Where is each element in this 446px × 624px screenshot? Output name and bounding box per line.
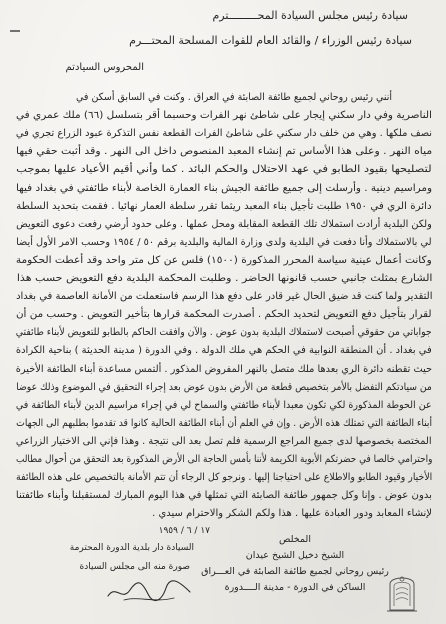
signature-scribble [104,576,194,606]
note-line-1 [58,541,194,556]
body-line-text: ومراسيم دينية . وأرسلت إلى جميع طائفة الجيش بناء العمارة الخاصة لأبناء طائفتي في بغداد فيها [16,182,432,194]
sender-address [200,580,390,595]
body-line [16,505,432,523]
body-line-text: في بغداد . أن المنطقة النوابية في الحكم هي ملك الدولة . وفي الدورة ( مدينة الحديثة ) بناحية الكرادة [16,345,432,357]
body-line [16,252,432,270]
body-line-text: حيث تقطنه دائرة الري بعدها ملك متصل بالنهر المفروض المذكور . ألتمس مساعدة أبناء الطائفة الأخيرة [16,363,432,375]
body-line-text: أبناء الطائفة التي تمتلك هذه الأرض . وإن في العلم أن أبناء الطائفة الحالية كانوا قد تقدموا بطلبهم الى الجهات [16,417,432,429]
body-line-text: دائرة الري في ١٩٥٠ طلبت تأجيل بناء المعبد ريثما تقرر سلطة العمار نهائيا . فقمت بتحديد السلطة [16,200,432,212]
body-line [16,379,432,397]
body-line [16,487,432,505]
seal-emblem-icon [382,570,422,614]
body-line-text: أنني رئيس روحاني لجميع طائفة الصابئة في العراق . وكنت في السابق أسكن في [76,92,392,103]
body-line-text: لي بالاستملاك وأنا دفعت في البلدية ولدى وزارة المالية والبلدية برقم ٥٠ / ١٩٥٤ وحسب الامر الأول أيضا [16,236,432,248]
salutation-line-2-text: سيادة رئيس الوزراء / والقائد العام للقوات المسلحة المحتـــرم [129,34,412,47]
body-line-text: مياه النهر . وعلى هذا الأساس تم إنشاء المعبد المنصوص داخل الى النهر . وقد أثبت حقي فيها [16,146,432,158]
body-line-text: لإنشاء المعابد ودور العبادة عليها . هذا ولكم الشكر والاحترام سيدي . [152,508,432,520]
body-line-text: من سيادتكم التفضل بالأمر بتخصيص قطعة من الأرض بدون عوض بعد إجراء التحقيق في الموضوع وذلك عوضا [16,381,432,393]
body-line-text: بدون عوض . وإنا وكل جمهور طائفة الصابئة التي تمثلها في هذا اليوم المبارك لمستقبلنا وأبناء طائفتنا [16,490,432,502]
body-line-text: ولكن البلدية أرادت استملاك تلك القطعة المقابلة ومحل عملها . وعلى حدود أرضي رفعت دعوى التعويض [16,218,432,230]
body-line [16,143,432,161]
body-line-text: لتصليحها بقيود الطابو في عهد الاحتلال والحكم البائد . كما وأني أقيم الأعياد عليها بموجب [16,164,432,176]
sender-address-text: الساكن في الدورة - مدينة الــــدورة [224,582,366,593]
body-line [16,234,432,252]
body-line-text: لقرار بتأجيل دفع التعويض لتحديد الحكم . أصدرت المحكمة قرارها بتأخير التعويض . وحسب من أن [16,309,432,321]
sender-title-text: رئيس روحاني لجميع طائفة الصابئة في العـــراق [201,566,389,577]
body-line [16,342,432,360]
salutation-line-1-text: سيادة رئيس مجلس السيادة المحـــــــــترم [212,9,408,22]
body-line-text: عن الحوطة المذكورة لكي تكون معبدا لأبناء طائفتي والسماح لي في إجراء مراسيم الدين لأبناء الطائفة في [16,399,432,411]
body-line [16,397,432,415]
letter-body [16,89,432,527]
body-line [16,216,432,234]
body-line [16,107,432,125]
signoff [200,532,390,547]
body-line [16,433,432,451]
body-line-text: المختصة بخصوصها لدى جميع المراجع الرسمية فلم تصل بعد الى نتيجة . وهذا فإني الى الاختيار الزراعي [16,435,432,447]
sender-title [200,564,390,579]
note-line-2 [66,560,190,575]
salutation-line-2 [62,32,412,50]
body-line [16,180,432,198]
body-line-text: الناصرية وفي دار سكني إيجار على شاطئ نهر الفرات وحسبما أقر بتسلسل (٦٦) ملك عمري في [16,110,432,122]
body-line [16,324,432,342]
body-line [76,89,392,107]
body-line [16,288,432,306]
body-line-text: الأخيار وقيود الطابو والاطلاع على احتياجنا إليها . ونرجو كل الرجاء أن تتم الأمانة بالتخصيص على هذه الطائفة [16,472,432,484]
body-line [16,306,432,324]
subject-line-text: المحروس السيادتم [65,62,144,73]
body-line-text: واحترامي خالصا في حضرتكم الأبوية الكريمة لأننا بأمس الحاجة الى الأرض المذكورة بعد التحقق من أحوال مطالب [16,454,432,465]
sender-name [200,548,390,563]
sender-name-text: الشيخ دخيل الشيخ عيدان [245,550,345,561]
body-line [16,198,432,216]
body-line-text: نصف ملكها . وهي من خلف دار سكني على شاطئ الفرات القطعة نفس التذكرة عبود الزراع تجري في [16,128,432,140]
body-line [16,451,432,469]
body-line [16,361,432,379]
body-line-text: جواباتي من حقوقي أصبحت لاستملاك البلدية بدون عوض . والآن وافقت الحاكم بالطابو للتعويض لأبناء طائفتي [16,327,432,339]
note-date-text: ١٧ / ٦ / ١٩٥٩ [158,526,210,536]
margin-mark [10,30,20,32]
subject-line [52,59,144,77]
note-line-1-text: السيادة دار بلدية الدورة المحترمة [69,543,194,553]
body-line [16,125,432,143]
note-date [146,524,210,539]
body-line [16,270,432,288]
body-line [16,469,432,487]
body-line-text: وكانت أعمال عينية سياسة المحرر المذكورة (١٥٠٠) فلس عن كل متر واحد وقد أعطت الحكومة [16,254,432,266]
body-line-text: التقدير ولما كنت قد ضيق الحال غير قادر على دفع هذا الرسم فاستعملت من الأمانة العاصمة في بغداد [16,291,432,303]
salutation-line-1 [146,7,408,25]
body-line-text: الشارع بمثلث جانبي حسب قانونها الحاضر . وطلبت المحكمة البلدية دفع التعويض حسب هذا [16,273,432,284]
body-line [16,161,432,179]
signoff-text: المخلص [279,534,311,545]
body-line [16,415,432,433]
signature-block [200,532,390,602]
note-line-2-text: صورة منه الى مجلس السيادة [79,562,190,572]
